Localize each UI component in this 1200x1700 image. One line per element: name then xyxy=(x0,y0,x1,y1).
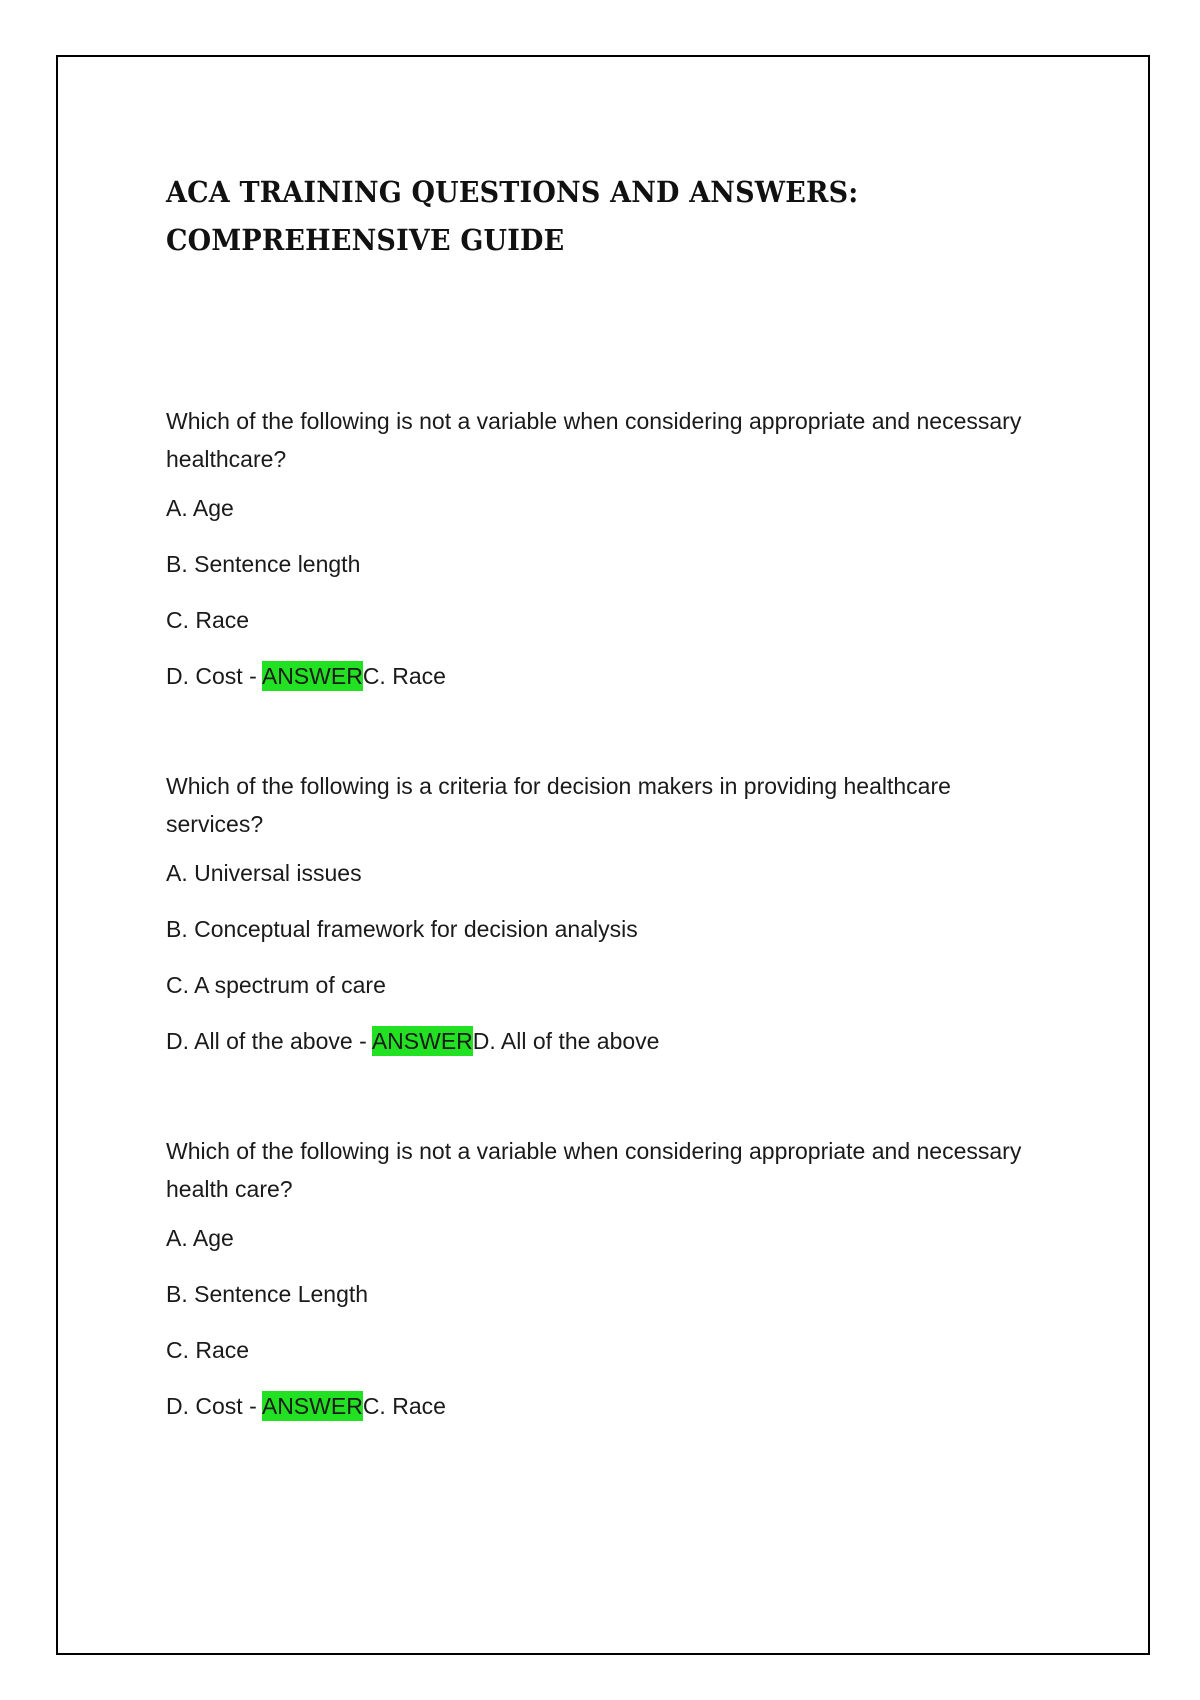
question-2 xyxy=(166,767,1046,1057)
option-b: B. Sentence length xyxy=(166,551,361,577)
option-d-text: D. All of the above - xyxy=(166,1028,372,1054)
document-title xyxy=(166,168,873,264)
option-b: B. Sentence Length xyxy=(166,1281,369,1307)
questions-list xyxy=(166,402,1046,1497)
question-1 xyxy=(166,402,1046,692)
answer-highlight: ANSWER xyxy=(261,1393,363,1419)
answer-value: C. Race xyxy=(362,663,446,689)
question-text: Which of the following is a criteria for decision makers in providing healthcare services? xyxy=(166,773,951,837)
option-d-text: D. Cost - xyxy=(166,1393,262,1419)
title-line-1: ACA TRAINING QUESTIONS AND ANSWERS: xyxy=(166,175,859,209)
question-text: Which of the following is not a variable when considering appropriate and necessary health care? xyxy=(166,1138,1022,1202)
answer-highlight: ANSWER xyxy=(261,663,363,689)
option-d xyxy=(166,660,1046,692)
option-d-text: D. Cost - xyxy=(166,663,262,689)
answer-highlight: ANSWER xyxy=(371,1028,473,1054)
option-a: A. Age xyxy=(166,495,234,521)
answer-value: D. All of the above xyxy=(472,1028,660,1054)
option-b: B. Conceptual framework for decision analysis xyxy=(166,916,638,942)
option-c: C. Race xyxy=(166,1337,250,1363)
question-text: Which of the following is not a variable when considering appropriate and necessary healthcare? xyxy=(166,408,1022,472)
title-line-2: COMPREHENSIVE GUIDE xyxy=(166,223,565,257)
option-a: A. Universal issues xyxy=(166,860,362,886)
option-d xyxy=(166,1390,1046,1422)
answer-value: C. Race xyxy=(362,1393,446,1419)
option-c: C. Race xyxy=(166,607,250,633)
question-3 xyxy=(166,1132,1046,1422)
option-a: A. Age xyxy=(166,1225,234,1251)
option-c: C. A spectrum of care xyxy=(166,972,386,998)
option-d xyxy=(166,1025,1046,1057)
